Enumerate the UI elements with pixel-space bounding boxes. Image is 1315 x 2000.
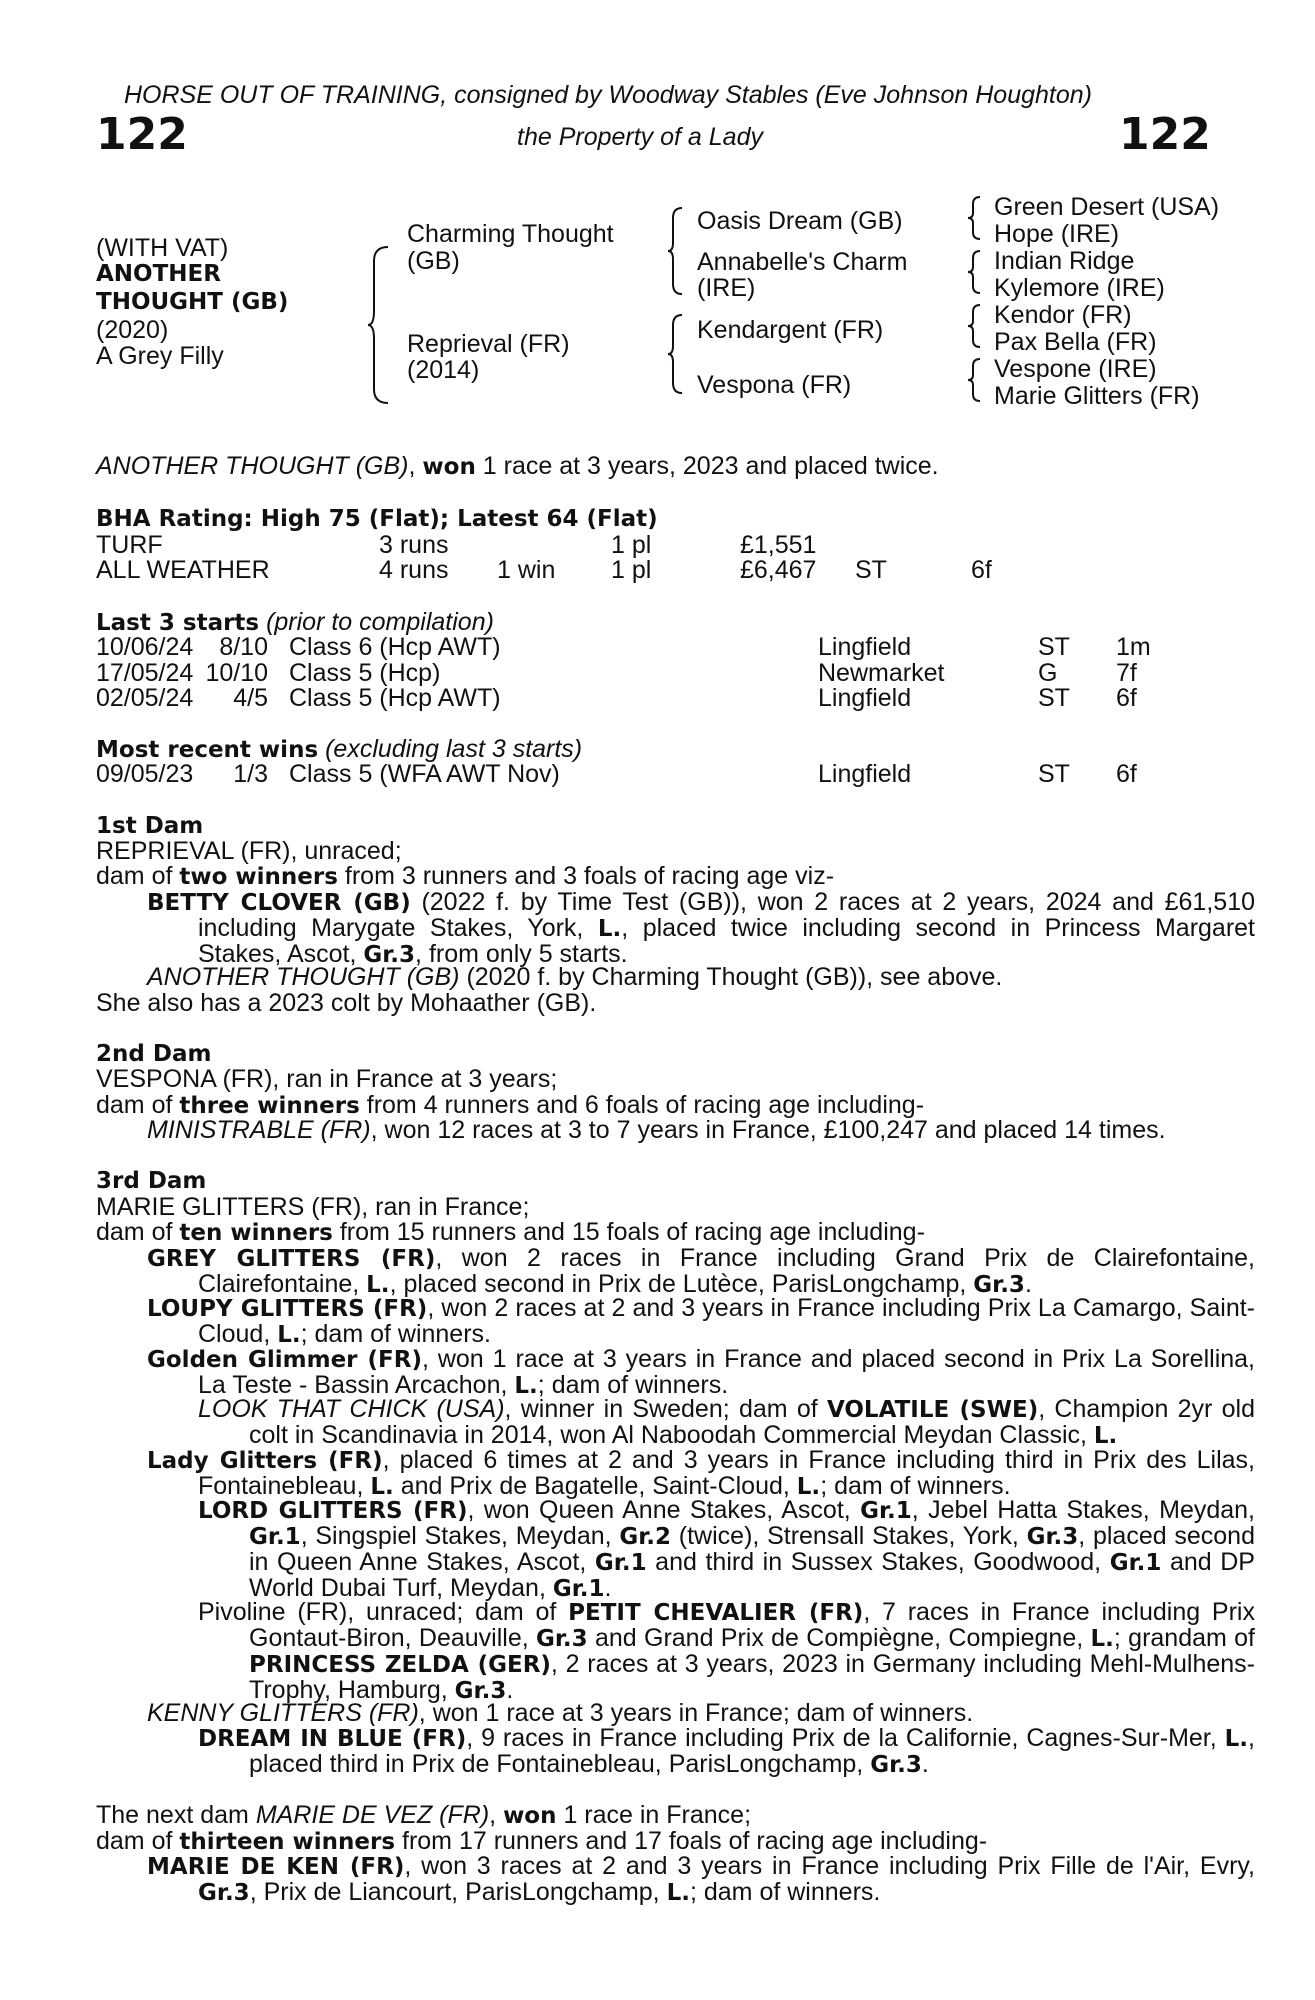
produce-pivoline: Pivoline (FR), unraced; dam of PETIT CHEVALIER (FR), 7 races in France including Prix Gontaut-Biron, Deauville, Gr.3 and Grand Prix de Compiègne, Compiegne, L.; grandam of PRINCESS ZELDA (GER), 2 races at 3 years, 2023 in Germany including Mehl-Mulhens-Trophy, Hamburg, Gr.3. bbox=[198, 1598, 1255, 1704]
produce-lord-glitters: LORD GLITTERS (FR), won Queen Anne Stakes, Ascot, Gr.1, Jebel Hatta Stakes, Meydan, Gr.1, Singspiel Stakes, Meydan, Gr.2 (twice), Strensall Stakes, York, Gr.3, placed second in Queen Anne Stakes, Ascot, Gr.1 and third in Sussex Stakes, Goodwood, Gr.1 and DP World Dubai Turf, Meydan, Gr.1. bbox=[198, 1496, 1256, 1602]
start-distance: 7f bbox=[1116, 659, 1137, 687]
horse-name-line2: THOUGHT (GB) bbox=[96, 289, 289, 315]
summary-record: 1 race at 3 years, 2023 and placed twice. bbox=[482, 452, 939, 480]
third-dam-produce: dam of ten winners from 15 runners and 15 foals of racing age including- bbox=[96, 1218, 925, 1246]
brace-g3-2 bbox=[968, 249, 982, 295]
bha-rating-heading: BHA Rating: High 75 (Flat); Latest 64 (Flat) bbox=[96, 506, 658, 532]
race-summary: ANOTHER THOUGHT (GB), won 1 race at 3 years, 2023 and placed twice. bbox=[96, 452, 939, 480]
rating-surface: TURF bbox=[96, 531, 163, 559]
start-date: 17/05/24 bbox=[96, 659, 194, 687]
brace-g3-1 bbox=[968, 195, 982, 241]
horse-name-line1: ANOTHER bbox=[96, 261, 221, 287]
first-dam-colt: She also has a 2023 colt by Mohaather (GB). bbox=[96, 989, 597, 1017]
win-race: Class 5 (WFA AWT Nov) bbox=[289, 760, 560, 788]
gen3-1: Green Desert (USA) bbox=[994, 193, 1220, 221]
rating-prize: £6,467 bbox=[740, 556, 817, 584]
produce-marie-de-ken: MARIE DE KEN (FR), won 3 races at 2 and 3 years in France including Prix Fille de l'Air, Evry, Gr.3, Prix de Liancourt, ParisLongchamp, L.; dam of winners. bbox=[147, 1852, 1255, 1906]
brace-g3-3 bbox=[968, 303, 982, 349]
next-dam-produce: dam of thirteen winners from 17 runners and 17 foals of racing age including- bbox=[96, 1827, 988, 1855]
start-position: 4/5 bbox=[233, 684, 268, 712]
dam-year: (2014) bbox=[407, 356, 480, 384]
start-distance: 6f bbox=[1116, 684, 1137, 712]
start-going: ST bbox=[1038, 633, 1070, 661]
brace-dam-line bbox=[668, 313, 684, 395]
gen3-4: Kylemore (IRE) bbox=[994, 274, 1165, 302]
second-dam-produce: dam of three winners from 4 runners and 6 foals of racing age including- bbox=[96, 1091, 925, 1119]
property-line: the Property of a Lady bbox=[517, 123, 763, 151]
lot-number-right: 122 bbox=[1119, 109, 1211, 160]
brace-sire-line bbox=[668, 206, 684, 296]
second-dam-heading: 2nd Dam bbox=[96, 1041, 212, 1067]
rating-placed: 1 pl bbox=[611, 556, 652, 584]
rating-placed: 1 pl bbox=[611, 531, 652, 559]
rating-going: ST bbox=[855, 556, 887, 584]
start-date: 02/05/24 bbox=[96, 684, 194, 712]
rating-distance: 6f bbox=[971, 556, 992, 584]
horse-description: A Grey Filly bbox=[96, 342, 224, 370]
sire-name: Charming Thought bbox=[407, 220, 614, 248]
start-course: Lingfield bbox=[818, 684, 912, 712]
produce-grey-glitters: GREY GLITTERS (FR), won 2 races in France including Grand Prix de Clairefontaine, Clairefontaine, L., placed second in Prix de Lutèce, ParisLongchamp, Gr.3. bbox=[147, 1244, 1255, 1298]
produce-ministrable: MINISTRABLE (FR), won 12 races at 3 to 7 years in France, £100,247 and placed 14 times. bbox=[147, 1116, 1166, 1144]
sire-origin: (GB) bbox=[407, 247, 460, 275]
horse-year: (2020) bbox=[96, 316, 169, 344]
start-going: ST bbox=[1038, 684, 1070, 712]
dam-dam: Vespona (FR) bbox=[697, 371, 852, 399]
consignor-line: HORSE OUT OF TRAINING, consigned by Woodway Stables (Eve Johnson Houghton) bbox=[124, 81, 1092, 109]
first-dam-produce: dam of two winners from 3 runners and 3 foals of racing age viz- bbox=[96, 862, 835, 890]
produce-kenny-glitters: KENNY GLITTERS (FR), won 1 race at 3 years in France; dam of winners. bbox=[147, 1699, 974, 1727]
dam-sire: Kendargent (FR) bbox=[697, 316, 884, 344]
gen3-7: Vespone (IRE) bbox=[994, 355, 1157, 383]
second-dam-line: VESPONA (FR), ran in France at 3 years; bbox=[96, 1065, 558, 1093]
last-starts-heading: Last 3 starts (prior to compilation) bbox=[96, 608, 494, 636]
rating-runs: 4 runs bbox=[379, 556, 449, 584]
lot-number-left: 122 bbox=[96, 109, 188, 160]
rating-surface: ALL WEATHER bbox=[96, 556, 270, 584]
brace-gen1 bbox=[368, 245, 390, 405]
win-going: ST bbox=[1038, 760, 1070, 788]
produce-lady-glitters: Lady Glitters (FR), placed 6 times at 2 and 3 years in France including third in Prix des Lilas, Fontainebleau, L. and Prix de Bagatelle, Saint-Cloud, L.; dam of winners. bbox=[147, 1446, 1255, 1500]
start-date: 10/06/24 bbox=[96, 633, 194, 661]
gen3-2: Hope (IRE) bbox=[994, 220, 1120, 248]
produce-look-that-chick: LOOK THAT CHICK (USA), winner in Sweden; dam of VOLATILE (SWE), Champion 2yr old colt in Scandinavia in 2014, won Al Naboodah Commercial Meydan Classic, L. bbox=[198, 1395, 1255, 1449]
recent-wins-heading: Most recent wins (excluding last 3 starts) bbox=[96, 735, 583, 763]
gen3-3: Indian Ridge bbox=[994, 247, 1135, 275]
start-race: Class 5 (Hcp) bbox=[289, 659, 441, 687]
next-dam-line: The next dam MARIE DE VEZ (FR), won 1 race in France; bbox=[96, 1801, 752, 1829]
rating-runs: 3 runs bbox=[379, 531, 449, 559]
start-race: Class 6 (Hcp AWT) bbox=[289, 633, 501, 661]
third-dam-heading: 3rd Dam bbox=[96, 1168, 207, 1194]
win-position: 1/3 bbox=[233, 760, 268, 788]
start-going: G bbox=[1038, 659, 1058, 687]
produce-betty-clover: BETTY CLOVER (GB) (2022 f. by Time Test (GB)), won 2 races at 2 years, 2024 and £61,510 including Marygate Stakes, York, L., placed twice including second in Princess Margaret Stakes, Ascot, Gr.3, from only 5 starts. bbox=[147, 888, 1255, 968]
start-position: 10/10 bbox=[205, 659, 268, 687]
summary-won: won bbox=[422, 454, 476, 480]
summary-horse-name: ANOTHER THOUGHT (GB) bbox=[96, 452, 409, 480]
rating-prize: £1,551 bbox=[740, 531, 817, 559]
sire-sire: Oasis Dream (GB) bbox=[697, 207, 903, 235]
start-position: 8/10 bbox=[219, 633, 268, 661]
produce-dream-in-blue: DREAM IN BLUE (FR), 9 races in France including Prix de la Californie, Cagnes-Sur-Mer, L., placed third in Prix de Fontainebleau, ParisLongchamp, Gr.3. bbox=[198, 1724, 1255, 1778]
dam-name: Reprieval (FR) bbox=[407, 330, 570, 358]
start-course: Newmarket bbox=[818, 659, 945, 687]
start-race: Class 5 (Hcp AWT) bbox=[289, 684, 501, 712]
first-dam-line: REPRIEVAL (FR), unraced; bbox=[96, 837, 402, 865]
brace-g3-4 bbox=[968, 357, 982, 403]
produce-another-thought: ANOTHER THOUGHT (GB) (2020 f. by Charming Thought (GB)), see above. bbox=[147, 963, 1003, 991]
first-dam-heading: 1st Dam bbox=[96, 813, 204, 839]
sire-dam-origin: (IRE) bbox=[697, 274, 756, 302]
third-dam-line: MARIE GLITTERS (FR), ran in France; bbox=[96, 1193, 530, 1221]
gen3-8: Marie Glitters (FR) bbox=[994, 382, 1200, 410]
start-course: Lingfield bbox=[818, 633, 912, 661]
rating-wins: 1 win bbox=[497, 556, 556, 584]
sire-dam-name: Annabelle's Charm bbox=[697, 248, 908, 276]
gen3-6: Pax Bella (FR) bbox=[994, 328, 1157, 356]
start-distance: 1m bbox=[1116, 633, 1151, 661]
vat-note: (WITH VAT) bbox=[96, 234, 229, 262]
win-distance: 6f bbox=[1116, 760, 1137, 788]
produce-golden-glimmer: Golden Glimmer (FR), won 1 race at 3 years in France and placed second in Prix La Sorellina, La Teste - Bassin Arcachon, L.; dam of winners. bbox=[147, 1345, 1255, 1399]
win-date: 09/05/23 bbox=[96, 760, 194, 788]
produce-loupy-glitters: LOUPY GLITTERS (FR), won 2 races at 2 and 3 years in France including Prix La Camargo, Saint-Cloud, L.; dam of winners. bbox=[147, 1294, 1255, 1348]
win-course: Lingfield bbox=[818, 760, 912, 788]
gen3-5: Kendor (FR) bbox=[994, 301, 1132, 329]
